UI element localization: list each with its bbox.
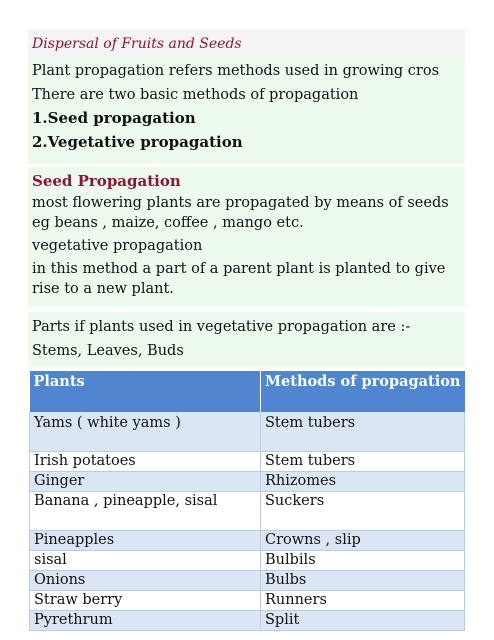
header-methods: Methods of propagation: [261, 371, 465, 412]
page-title: Dispersal of Fruits and Seeds: [32, 36, 242, 52]
cell-plant: Irish potatoes: [30, 451, 261, 471]
title-bar: [28, 29, 465, 58]
propagation-table: [29, 371, 465, 631]
plant-parts-intro: Parts if plants used in vegetative propagation are :-: [32, 319, 411, 335]
cell-method: Runners: [261, 590, 465, 610]
table-row: [30, 412, 465, 451]
table-row: [30, 471, 465, 491]
plant-parts-list: Stems, Leaves, Buds: [32, 343, 184, 359]
cell-method: Stem tubers: [261, 412, 465, 451]
table-row: [30, 570, 465, 590]
cell-method: Stem tubers: [261, 451, 465, 471]
table-header-row: [30, 371, 465, 412]
seed-propagation-heading: Seed Propagation: [32, 172, 181, 190]
cell-plant: Pineapples: [30, 530, 261, 550]
intro-methods-count: There are two basic methods of propagation: [32, 86, 359, 103]
cell-plant: Onions: [30, 570, 261, 590]
cell-plant: Banana , pineapple, sisal: [30, 491, 261, 530]
table-row: [30, 590, 465, 610]
table-row: [30, 451, 465, 471]
seed-propagation-text: most flowering plants are propagated by means of seeds eg beans , maize, coffee , mango etc.: [32, 195, 449, 231]
intro-section: [28, 58, 465, 164]
cell-plant: sisal: [30, 550, 261, 570]
vegetative-propagation-label: vegetative propagation: [32, 238, 203, 254]
vegetative-propagation-text: in this method a part of a parent plant is planted to give rise to a new plant.: [32, 261, 446, 297]
cell-method: Rhizomes: [261, 471, 465, 491]
intro-definition: Plant propagation refers methods used in growing cros: [32, 63, 440, 79]
table-row: [30, 550, 465, 570]
cell-plant: Pyrethrum: [30, 610, 261, 630]
table-row: [30, 491, 465, 530]
cell-method: Suckers: [261, 491, 465, 530]
cell-plant: Straw berry: [30, 590, 261, 610]
cell-method: Crowns , slip: [261, 530, 465, 550]
method-seed-propagation: 1.Seed propagation: [32, 109, 196, 127]
method-vegetative-propagation: 2.Vegetative propagation: [32, 132, 243, 151]
table-row: [30, 610, 465, 630]
plant-parts-section: [28, 312, 465, 367]
table-row: [30, 530, 465, 550]
cell-method: Bulbils: [261, 550, 465, 570]
seed-propagation-section: [28, 167, 465, 307]
cell-plant: Ginger: [30, 471, 261, 491]
cell-plant: Yams ( white yams ): [30, 412, 261, 451]
cell-method: Bulbs: [261, 570, 465, 590]
header-plants: Plants: [30, 371, 261, 412]
cell-method: Split: [261, 610, 465, 630]
